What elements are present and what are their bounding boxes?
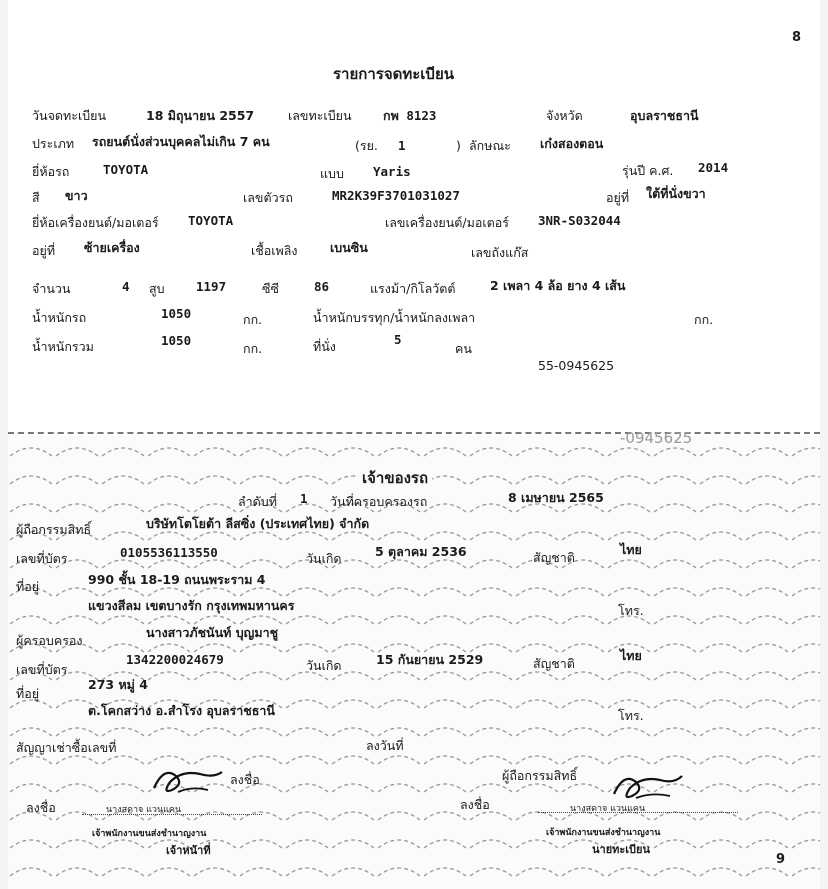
holder-nationality: ไทย xyxy=(620,648,642,663)
seats: 5 xyxy=(394,332,402,347)
owner-address-2: แขวงสีลม เขตบางรัก กรุงเทพมหานคร xyxy=(88,598,295,613)
holder-birth: 15 กันยายน 2529 xyxy=(376,652,484,667)
owner-address-1: 990 ชั้น 18-19 ถนนพระราม 4 xyxy=(88,572,266,587)
registrar-role: นายทะเบียน xyxy=(592,843,651,856)
fuel-label: เชื้อเพลิง xyxy=(251,243,298,258)
rs-value: 1 xyxy=(398,138,406,153)
model: Yaris xyxy=(373,164,411,179)
horsepower: 86 xyxy=(314,279,330,294)
hold-date: 8 เมษายน 2565 xyxy=(508,490,604,505)
engine-no: 3NR-S032044 xyxy=(538,213,621,228)
vehicle-weight: 1050 xyxy=(161,306,192,321)
officer-title: เจ้าพนักงานขนส่งชำนาญงาน xyxy=(92,829,207,839)
payload-label: น้ำหนักบรรทุก/น้ำหนักลงเพลา xyxy=(313,310,476,325)
owner-birth-label: วันเกิด xyxy=(306,551,342,566)
engine-loc-label: อยู่ที่ xyxy=(32,243,56,258)
reg-date: 18 มิถุนายน 2557 xyxy=(146,108,255,123)
faded-doc-number: -0945625 xyxy=(620,429,693,447)
holder-nat-label: สัญชาติ xyxy=(533,656,575,671)
province: อุบลราชธานี xyxy=(630,108,699,123)
chassis-no: MR2K39F3701031027 xyxy=(332,188,460,203)
reg-no-label: เลขทะเบียน xyxy=(288,108,352,123)
chassis-label: เลขตัวรถ xyxy=(243,190,293,205)
holder-id-label: เลขที่บัตร xyxy=(16,662,68,677)
engine-cc: 1197 xyxy=(196,279,227,294)
model-label: แบบ xyxy=(320,166,344,181)
engine-brand-label: ยี่ห้อเครื่องยนต์/มอเตอร์ xyxy=(32,215,159,230)
holder-birth-label: วันเกิด xyxy=(306,658,342,673)
owner-id: 0105536113550 xyxy=(120,545,218,560)
cyl-label: จำนวน xyxy=(32,281,71,296)
persons-label: คน xyxy=(455,341,472,356)
officer-name: นางสดาจ แวนแคน xyxy=(106,805,182,815)
weight-unit: กก. xyxy=(243,312,263,327)
contract-label: สัญญาเช่าซื้อเลขที่ xyxy=(16,740,117,755)
brand: TOYOTA xyxy=(103,162,149,177)
payload-unit: กก. xyxy=(694,312,714,327)
brand-label: ยี่ห้อรถ xyxy=(32,164,70,179)
owner-section-title: เจ้าของรถ xyxy=(358,470,432,486)
officer-sign-line xyxy=(82,814,262,815)
chassis-loc-label: อยู่ที่ xyxy=(606,190,630,205)
cyl-unit: สูบ xyxy=(149,281,165,296)
registrar-name: นางสดาจ แวนแคน xyxy=(570,804,646,814)
owner-addr-label: ที่อยู่ xyxy=(16,579,40,594)
gross-weight: 1050 xyxy=(161,333,192,348)
holder-tel-label: โทร. xyxy=(618,708,644,723)
type-label: ประเภท xyxy=(32,136,75,151)
fuel: เบนซิน xyxy=(330,240,368,255)
holder-address-2: ต.โคกสว่าง อ.สำโรง อุบลราชธานี xyxy=(88,703,275,718)
registrar-sign-line xyxy=(538,812,738,813)
registrar-title: เจ้าพนักงานขนส่งชำนาญงาน xyxy=(546,828,661,838)
gross-unit: กก. xyxy=(243,341,263,356)
owner-name: บริษัทโตโยต้า ลีสซิ่ง (ประเทศไทย) จำกัด xyxy=(146,516,370,531)
vehicle-type: รถยนต์นั่งส่วนบุคคลไม่เกิน 7 คน xyxy=(92,134,270,149)
hold-date-label: วันที่ครอบครองรถ xyxy=(330,494,428,509)
registrar-signature xyxy=(608,768,688,804)
owner-nat-label: สัญชาติ xyxy=(533,550,575,565)
sign-label-3: ลงชื่อ xyxy=(460,797,490,812)
sign-label-2: ลงชื่อ xyxy=(26,800,56,815)
engine-location: ซ้ายเครื่อง xyxy=(84,240,140,255)
hp-label: แรงม้า/กิโลวัตต์ xyxy=(370,281,456,296)
engine-no-label: เลขเครื่องยนต์/มอเตอร์ xyxy=(385,215,509,230)
owner-id-label: เลขที่บัตร xyxy=(16,551,68,566)
page-number-top: 8 xyxy=(792,30,802,45)
owner-label: ผู้ถือกรรมสิทธิ์ xyxy=(16,522,92,537)
year-label: รุ่นปี ค.ศ. xyxy=(622,163,674,178)
color-label: สี xyxy=(32,190,40,205)
rs-close: ) xyxy=(456,138,461,153)
axles-wheels: 2 เพลา 4 ล้อ ยาง 4 เส้น xyxy=(490,278,626,293)
body-type: เก๋งสองตอน xyxy=(540,136,604,151)
registration-document xyxy=(8,0,820,889)
holder-label: ผู้ครอบครอง xyxy=(16,633,83,648)
chassis-location: ใต้ที่นั่งขวา xyxy=(646,186,706,201)
color: ขาว xyxy=(65,188,88,203)
weight-label: น้ำหนักรถ xyxy=(32,310,87,325)
page-number-bottom: 9 xyxy=(776,852,786,867)
engine-brand: TOYOTA xyxy=(188,213,234,228)
sign-label-1: ลงชื่อ xyxy=(230,772,260,787)
contract-date-label: ลงวันที่ xyxy=(366,738,404,753)
tank-label: เลขถังแก๊ส xyxy=(471,245,529,260)
province-label: จังหวัด xyxy=(546,108,583,123)
owner-tel-label: โทร. xyxy=(618,603,644,618)
cc-label: ซีซี xyxy=(262,281,279,296)
body-label: ลักษณะ xyxy=(469,138,511,153)
seq-label: ลำดับที่ xyxy=(238,494,277,509)
owner-signature xyxy=(148,762,228,798)
vehicle-section-title: รายการจดทะเบียน xyxy=(333,65,454,83)
owner-birth: 5 ตุลาคม 2536 xyxy=(375,544,467,559)
seats-label: ที่นั่ง xyxy=(313,339,336,354)
holder-addr-label: ที่อยู่ xyxy=(16,686,40,701)
owner-nationality: ไทย xyxy=(620,542,642,557)
owner-sign-label: ผู้ถือกรรมสิทธิ์ xyxy=(502,768,578,783)
holder-address-1: 273 หมู่ 4 xyxy=(88,677,148,692)
holder-id: 1342200024679 xyxy=(126,652,224,667)
seq-no: 1 xyxy=(300,491,308,506)
rs-label: (รย. xyxy=(355,138,378,153)
gross-label: น้ำหนักรวม xyxy=(32,339,94,354)
doc-number: 55-0945625 xyxy=(538,358,615,373)
cylinders: 4 xyxy=(122,279,130,294)
reg-no: กพ 8123 xyxy=(383,108,437,123)
officer-role: เจ้าหน้าที่ xyxy=(166,844,211,857)
holder-name: นางสาวภัชนันท์ บุญมาชู xyxy=(146,625,279,640)
reg-date-label: วันจดทะเบียน xyxy=(32,108,107,123)
model-year: 2014 xyxy=(698,160,729,175)
